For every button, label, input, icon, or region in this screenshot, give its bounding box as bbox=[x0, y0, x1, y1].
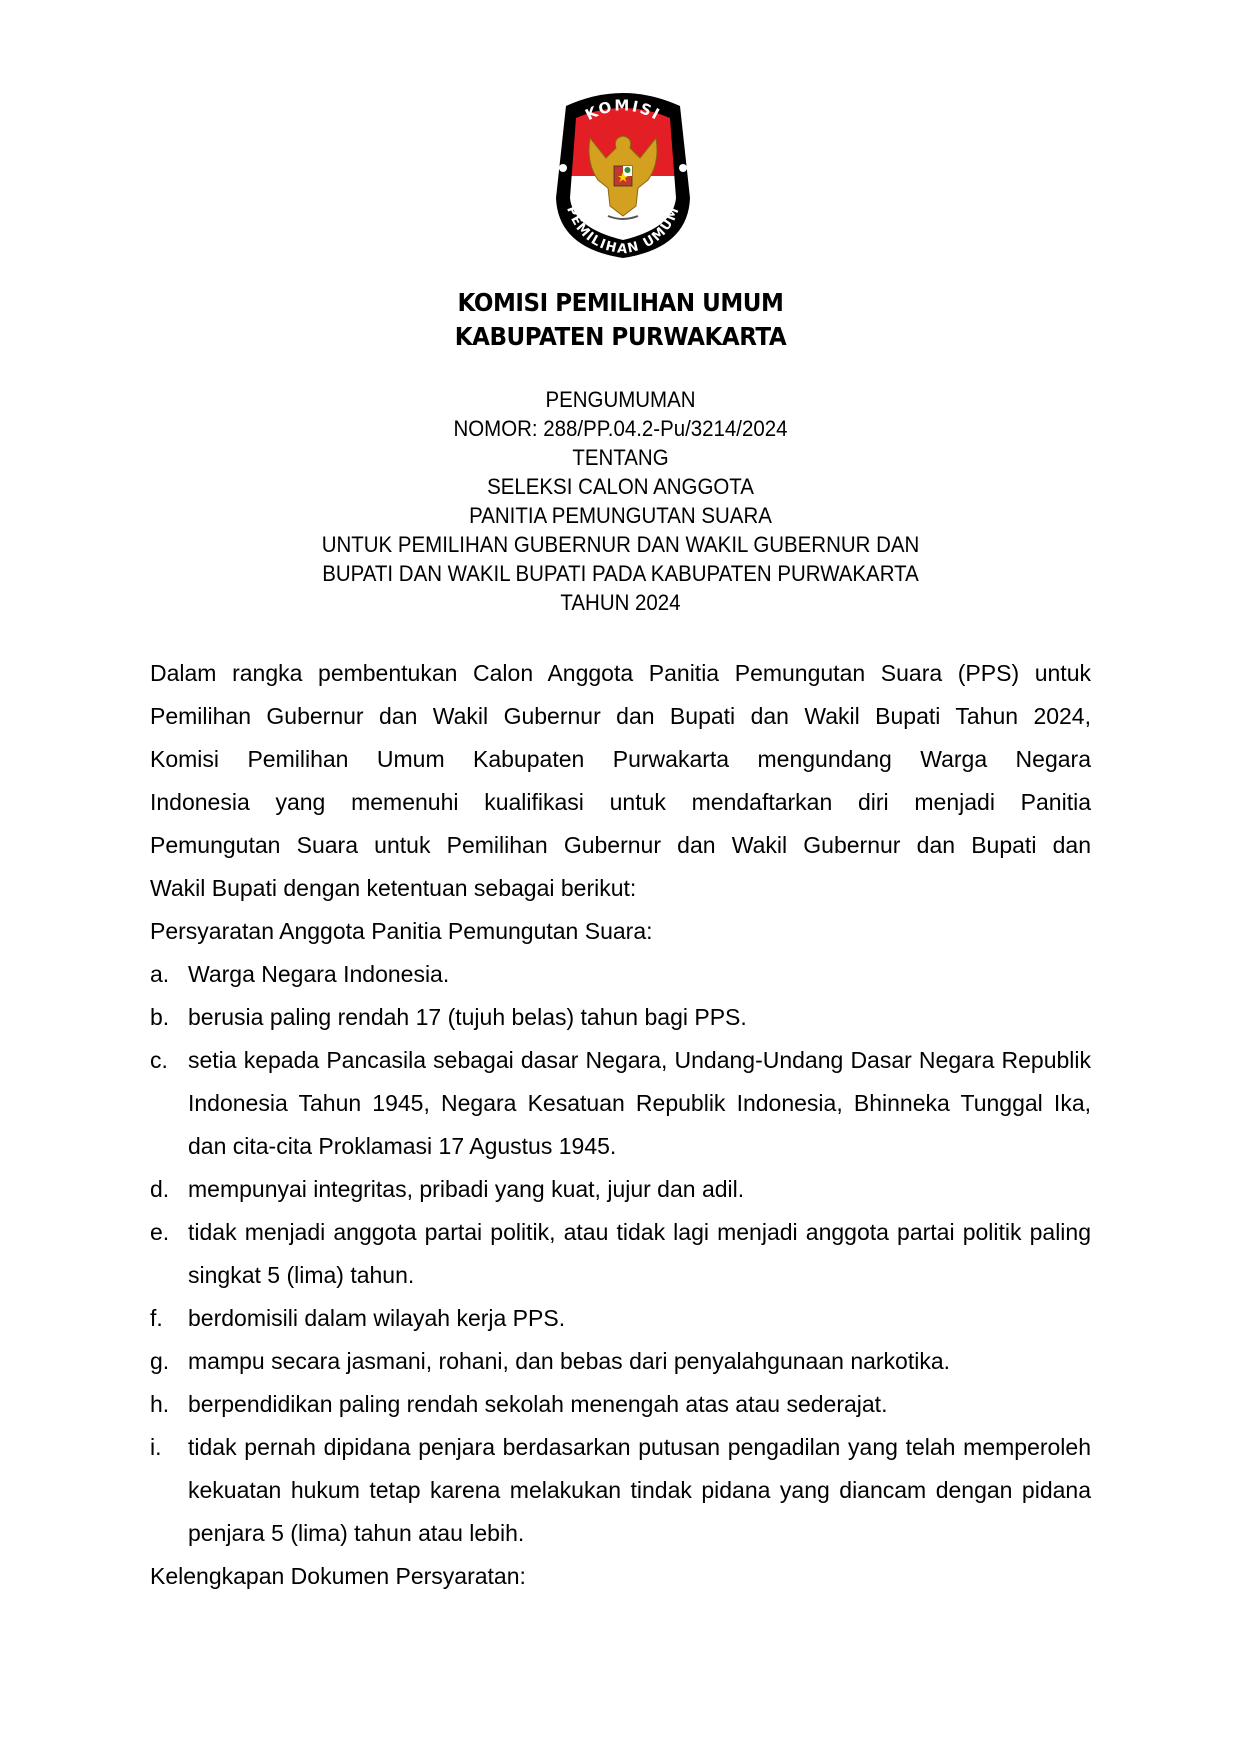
intro-line: Dalam rangka pembentukan Calon Anggota Panitia Pemungutan Suara (PPS) untuk bbox=[150, 660, 1091, 686]
announcement-year: TAHUN 2024 bbox=[560, 590, 681, 615]
list-marker: f. bbox=[150, 1305, 163, 1331]
list-item bbox=[150, 1340, 1091, 1383]
list-marker: b. bbox=[150, 1004, 170, 1030]
list-item bbox=[150, 1039, 1091, 1168]
intro-line: Wakil Bupati dengan ketentuan sebagai berikut: bbox=[150, 875, 637, 901]
list-item-text: berdomisili dalam wilayah kerja PPS. bbox=[188, 1305, 566, 1331]
kpu-emblem-icon bbox=[548, 88, 698, 258]
announcement-subject-line: SELEKSI CALON ANGGOTA bbox=[487, 474, 754, 499]
svg-text:PEMILIHAN UMUM: PEMILIHAN UMUM bbox=[563, 204, 683, 258]
announcement-heading bbox=[43, 385, 1197, 617]
list-marker: i. bbox=[150, 1434, 162, 1460]
list-marker: c. bbox=[150, 1047, 168, 1073]
document-body bbox=[150, 652, 1091, 1598]
list-item-text: tidak pernah dipidana penjara berdasarkan putusan pengadilan yang telah memperoleh kekuatan hukum tetap karena melakukan tindak pidana yang diancam dengan pidana penjara 5 (lima) tahun atau lebih. bbox=[188, 1434, 1091, 1546]
list-item bbox=[150, 1383, 1091, 1426]
list-item bbox=[150, 996, 1091, 1039]
intro-line: Komisi Pemilihan Umum Kabupaten Purwakarta mengundang Warga Negara bbox=[150, 746, 1091, 772]
announcement-subject-line: UNTUK PEMILIHAN GUBERNUR DAN WAKIL GUBERNUR DAN bbox=[321, 532, 920, 557]
list-marker: d. bbox=[150, 1176, 170, 1202]
list-item-text: Warga Negara Indonesia. bbox=[188, 961, 450, 987]
org-name: KOMISI PEMILIHAN UMUM bbox=[457, 288, 784, 317]
list-marker: g. bbox=[150, 1348, 170, 1374]
intro-line: Pemilihan Gubernur dan Wakil Gubernur dan Bupati dan Wakil Bupati Tahun 2024, bbox=[150, 703, 1091, 729]
kpu-logo bbox=[548, 88, 698, 258]
list-marker: e. bbox=[150, 1219, 170, 1245]
org-region: KABUPATEN PURWAKARTA bbox=[454, 322, 787, 351]
intro-line: Pemungutan Suara untuk Pemilihan Gubernur dan Wakil Gubernur dan Bupati dan bbox=[150, 832, 1091, 858]
list-item-text: mempunyai integritas, pribadi yang kuat, jujur dan adil. bbox=[188, 1176, 745, 1202]
list-item-text: mampu secara jasmani, rohani, dan bebas dari penyalahgunaan narkotika. bbox=[188, 1348, 951, 1374]
list-item-text: berusia paling rendah 17 (tujuh belas) tahun bagi PPS. bbox=[188, 1004, 747, 1030]
announcement-number: NOMOR: 288/PP.04.2-Pu/3214/2024 bbox=[453, 416, 788, 441]
list-item-text: setia kepada Pancasila sebagai dasar Negara, Undang-Undang Dasar Negara Republik Indonesia Tahun 1945, Negara Kesatuan Republik Indonesia, Bhinneka Tunggal Ika, dan cita-cita Proklamasi 17 Agustus 1945. bbox=[188, 1047, 1091, 1159]
announcement-title: PENGUMUMAN bbox=[545, 387, 696, 412]
intro-paragraph bbox=[150, 652, 1091, 910]
announcement-subject-line: BUPATI DAN WAKIL BUPATI PADA KABUPATEN PURWAKARTA bbox=[322, 561, 919, 586]
list-item bbox=[150, 1168, 1091, 1211]
announcement-about: TENTANG bbox=[572, 445, 669, 470]
list-marker: a. bbox=[150, 961, 170, 987]
announcement-subject-line: PANITIA PEMUNGUTAN SUARA bbox=[469, 503, 772, 528]
list-item-text: berpendidikan paling rendah sekolah menengah atas atau sederajat. bbox=[188, 1391, 888, 1417]
svg-text:KOMISI: KOMISI bbox=[582, 96, 665, 125]
list-item bbox=[150, 1426, 1091, 1555]
list-marker: h. bbox=[150, 1391, 170, 1417]
list-item-text: tidak menjadi anggota partai politik, atau tidak lagi menjadi anggota partai politik paling singkat 5 (lima) tahun. bbox=[188, 1219, 1091, 1288]
requirements-title: Persyaratan Anggota Panitia Pemungutan Suara: bbox=[150, 918, 653, 944]
documents-title: Kelengkapan Dokumen Persyaratan: bbox=[150, 1563, 526, 1589]
list-item bbox=[150, 953, 1091, 996]
list-item bbox=[150, 1211, 1091, 1297]
intro-line: Indonesia yang memenuhi kualifikasi untuk mendaftarkan diri menjadi Panitia bbox=[150, 789, 1091, 815]
requirements-list bbox=[150, 953, 1091, 1555]
list-item bbox=[150, 1297, 1091, 1340]
